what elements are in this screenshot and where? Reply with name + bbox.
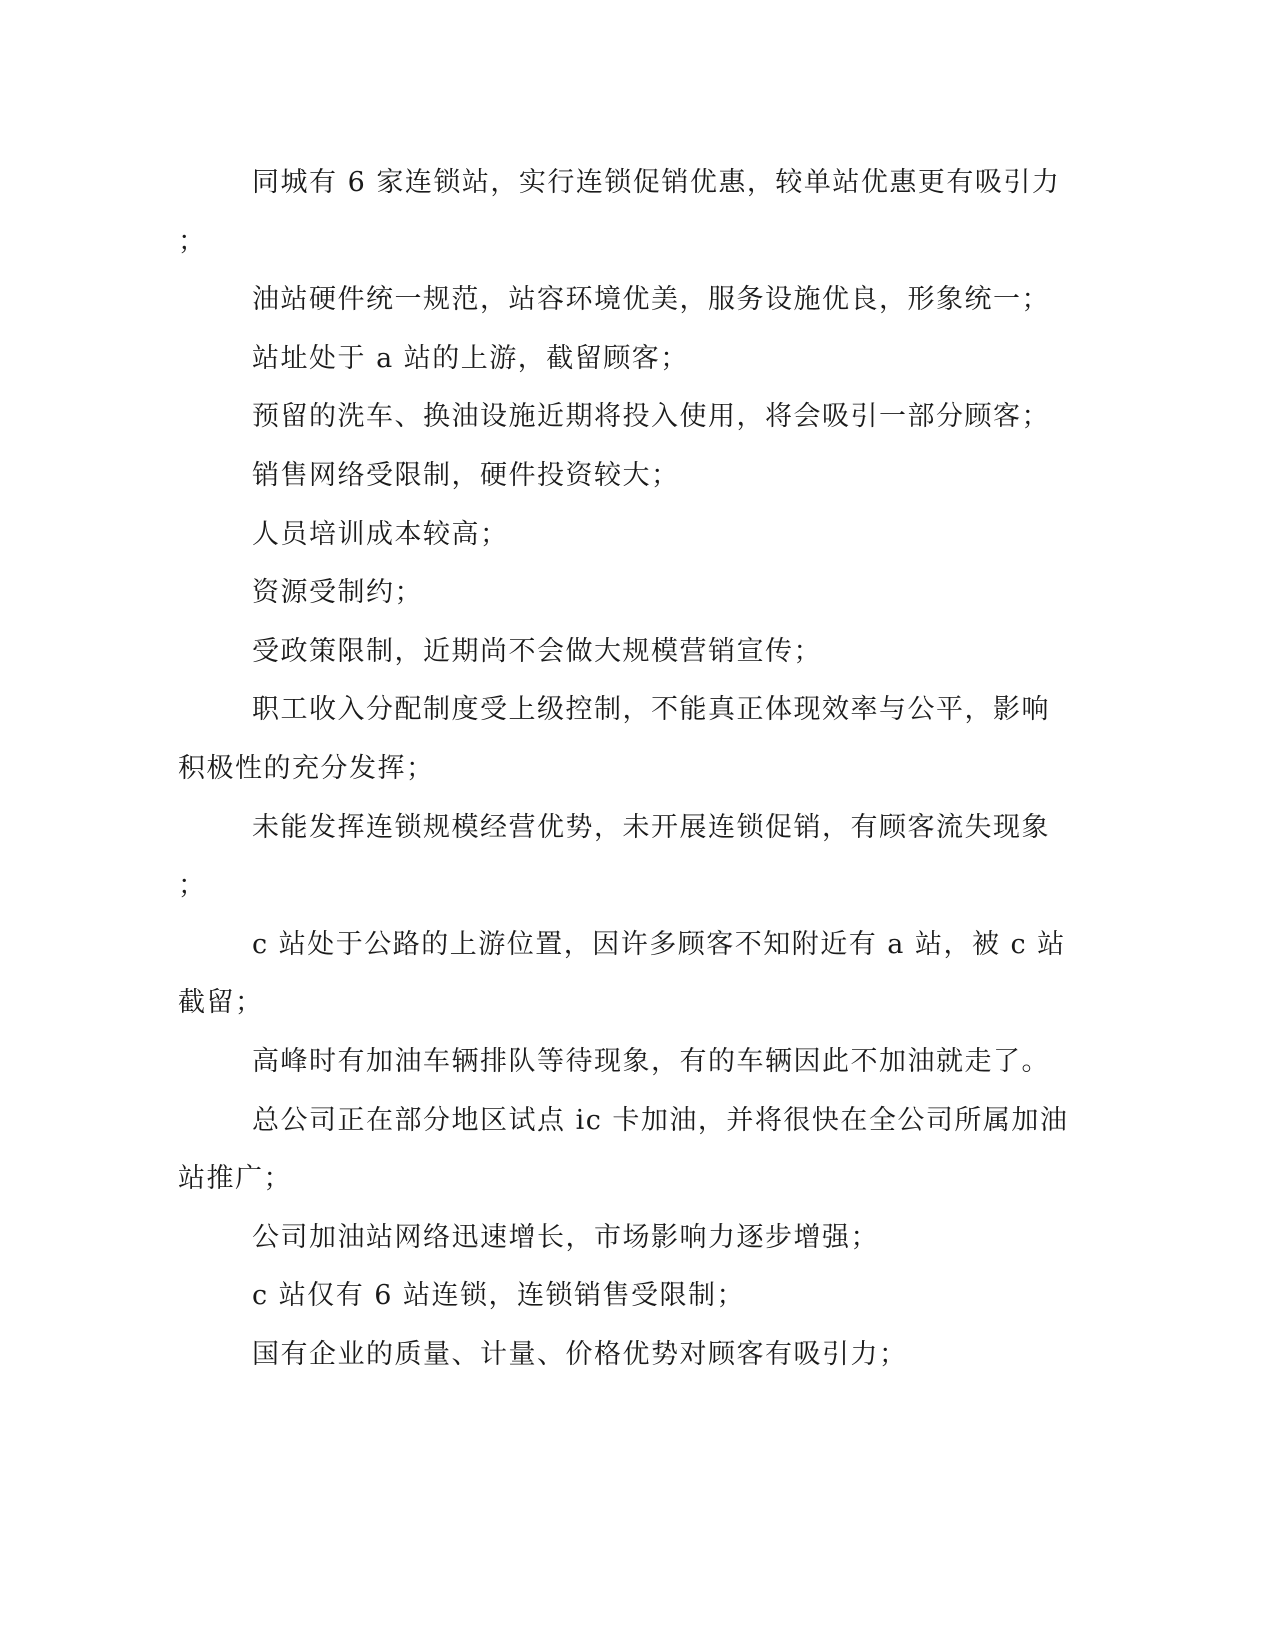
paragraph-line: 资源受制约； — [252, 577, 423, 608]
paragraph-line: 总公司正在部分地区试点 ic 卡加油，并将很快在全公司所属加油 — [252, 1105, 1069, 1136]
paragraph-line: 油站硬件统一规范，站容环境优美，服务设施优良，形象统一； — [252, 284, 1050, 315]
paragraph-line: 截留； — [178, 987, 264, 1018]
paragraph-line: 销售网络受限制，硬件投资较大； — [252, 460, 680, 491]
paragraph-line: 未能发挥连锁规模经营优势，未开展连锁促销，有顾客流失现象 — [252, 812, 1050, 843]
paragraph-line: 职工收入分配制度受上级控制，不能真正体现效率与公平，影响 — [252, 694, 1050, 725]
paragraph-line: 高峰时有加油车辆排队等待现象，有的车辆因此不加油就走了。 — [252, 1046, 1050, 1077]
paragraph-line: 积极性的充分发挥； — [178, 753, 435, 784]
paragraph-line: 受政策限制，近期尚不会做大规模营销宣传； — [252, 636, 822, 667]
paragraph-line: 人员培训成本较高； — [252, 519, 509, 550]
paragraph-line: 站址处于 a 站的上游，截留顾客； — [252, 343, 689, 374]
paragraph-line: ； — [178, 226, 207, 257]
paragraph-line: 公司加油站网络迅速增长，市场影响力逐步增强； — [252, 1222, 879, 1253]
paragraph-line: ； — [178, 870, 207, 901]
paragraph-line: 国有企业的质量、计量、价格优势对顾客有吸引力； — [252, 1339, 908, 1370]
paragraph-line: c 站仅有 6 站连锁，连锁销售受限制； — [252, 1280, 746, 1311]
paragraph-line: c 站处于公路的上游位置，因许多顾客不知附近有 a 站，被 c 站 — [252, 929, 1066, 960]
paragraph-line: 同城有 6 家连锁站，实行连锁促销优惠，较单站优惠更有吸引力 — [252, 167, 1061, 198]
paragraph-line: 预留的洗车、换油设施近期将投入使用，将会吸引一部分顾客； — [252, 401, 1050, 432]
paragraph-line: 站推广； — [178, 1163, 292, 1194]
